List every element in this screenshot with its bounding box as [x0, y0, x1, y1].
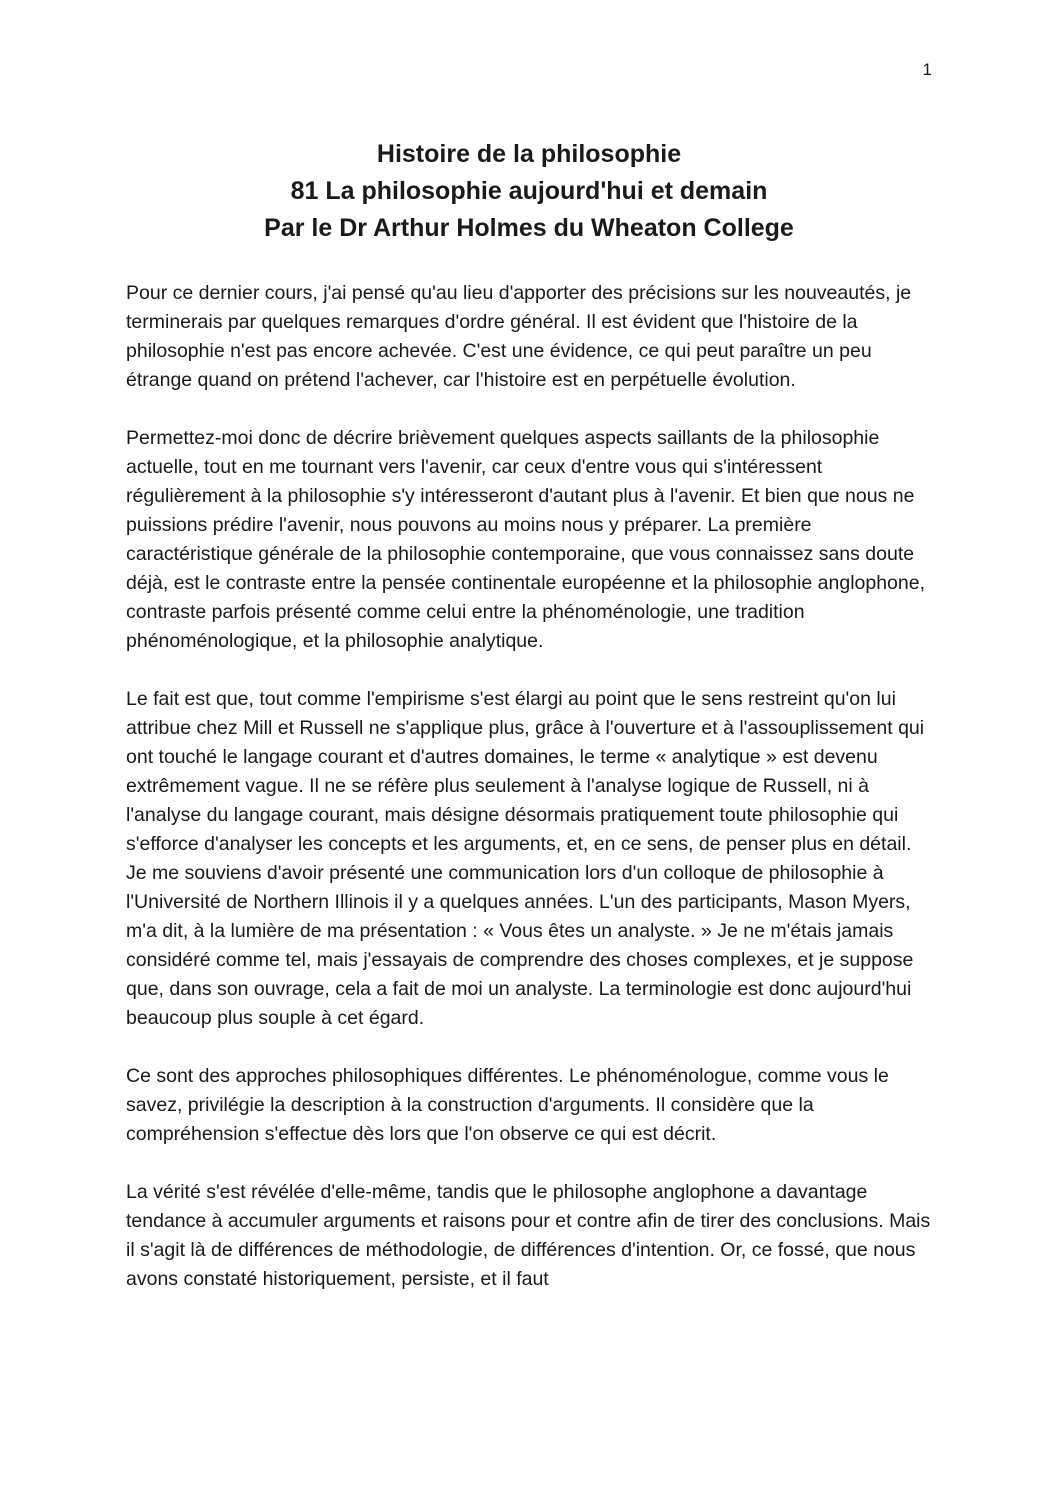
document-title-line-2: 81 La philosophie aujourd'hui et demain	[290, 177, 768, 205]
page-number: 1	[922, 60, 932, 79]
paragraph: Ce sont des approches philosophiques différentes. Le phénoménologue, comme vous le savez, privilégie la description à la construction d'arguments. Il considère que la compréhension s'effectue dès lors que l'on observe ce qui est décrit.	[126, 1065, 889, 1145]
document-title-line-1: Histoire de la philosophie	[376, 140, 682, 168]
document-body	[126, 279, 932, 1294]
paragraph: Pour ce dernier cours, j'ai pensé qu'au lieu d'apporter des précisions sur les nouveautés, je terminerais par quelques remarques d'ordre général. Il est évident que l'histoire de la philosophie n'est pas encore achevée. C'est une évidence, ce qui peut paraître un peu étrange quand on prétend l'achever, car l'histoire est en perpétuelle évolution.	[126, 282, 912, 391]
document-title-line-3: Par le Dr Arthur Holmes du Wheaton College	[264, 214, 794, 242]
document-content	[126, 0, 932, 1323]
paragraph: Le fait est que, tout comme l'empirisme s'est élargi au point que le sens restreint qu'on lui attribue chez Mill et Russell ne s'applique plus, grâce à l'ouverture et à l'assouplissement qui ont touché le langage courant et d'autres domaines, le terme « analytique » est devenu extrêmement vague. Il ne se réfère plus seulement à l'analyse logique de Russell, ni à l'analyse du langage courant, mais désigne désormais pratiquement toute philosophie qui s'efforce d'analyser les concepts et les arguments, et, en ce sens, de penser plus en détail. Je me souviens d'avoir présenté une communication lors d'un colloque de philosophie à l'Université de Northern Illinois il y a quelques années. L'un des participants, Mason Myers, m'a dit, à la lumière de ma présentation : « Vous êtes un analyste. » Je ne m'étais jamais considéré comme tel, mais j'essayais de comprendre des choses complexes, et je suppose que, dans son ouvrage, cela a fait de moi un analyste. La terminologie est donc aujourd'hui beaucoup plus souple à cet égard.	[126, 688, 925, 1029]
paragraph: La vérité s'est révélée d'elle-même, tandis que le philosophe anglophone a davantage tendance à accumuler arguments et raisons pour et contre afin de tirer des conclusions. Mais il s'agit là de différences de méthodologie, de différences d'intention. Or, ce fossé, que nous avons constaté historiquement, persiste, et il faut	[126, 1181, 931, 1290]
paragraph: Permettez-moi donc de décrire brièvement quelques aspects saillants de la philosophie actuelle, tout en me tournant vers l'avenir, car ceux d'entre vous qui s'intéressent régulièrement à la philosophie s'y intéresseront d'autant plus à l'avenir. Et bien que nous ne puissions prédire l'avenir, nous pouvons au moins nous y préparer. La première caractéristique générale de la philosophie contemporaine, que vous connaissez sans doute déjà, est le contraste entre la pensée continentale européenne et la philosophie anglophone, contraste parfois présenté comme celui entre la phénoménologie, une tradition phénoménologique, et la philosophie analytique.	[126, 427, 926, 652]
document-title	[126, 136, 932, 247]
